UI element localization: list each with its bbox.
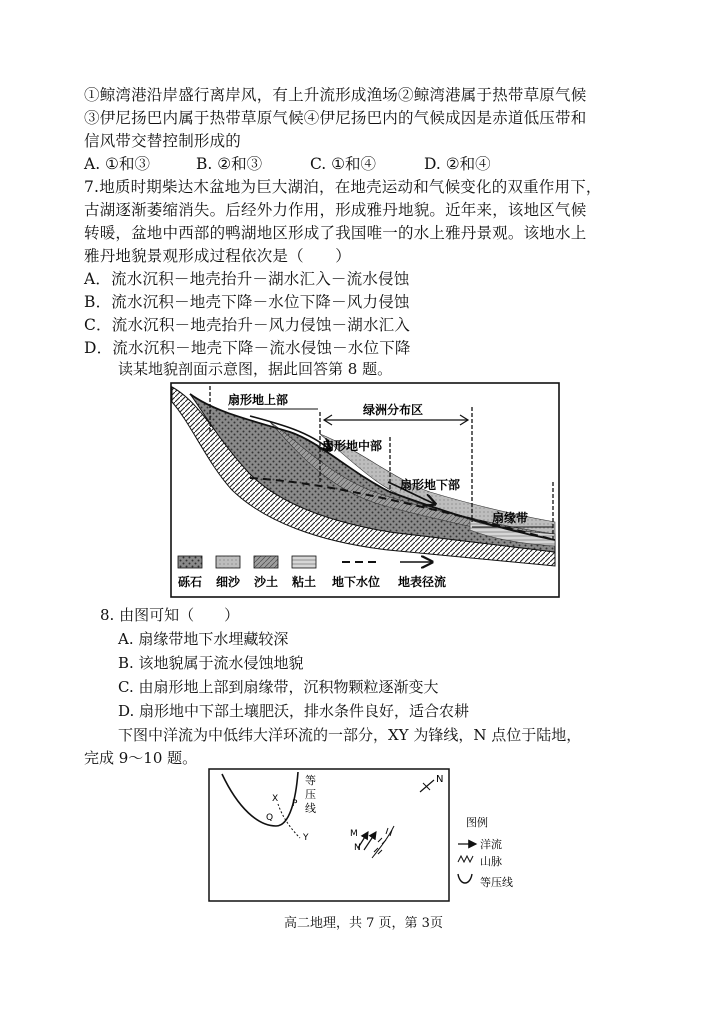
q7-option-d: D．流水沉积－地壳下降－流水侵蚀－水位下降: [84, 339, 411, 357]
q7-option-b: B．流水沉积－地壳下降－水位下降－风力侵蚀: [84, 293, 410, 311]
legend-swatch-clay: [292, 556, 316, 568]
map-frame: [209, 769, 449, 901]
q7-stem-line-1: 7.地质时期柴达木盆地为巨大湖泊，在地壳运动和气候变化的双重作用下，: [84, 178, 602, 196]
legend-mountain-symbol: [458, 856, 473, 862]
point-label-y: Y: [303, 833, 309, 843]
q6-option-b: B. ②和③: [196, 155, 263, 173]
map-legend-isobar: 等压线: [480, 876, 513, 889]
q9-intro-line-1: 下图中洋流为中低纬大洋环流的一部分，XY 为锋线，N 点位于陆地，: [118, 726, 582, 744]
zone-label-upper-fan: 扇形地上部: [228, 393, 289, 407]
legend-isobar-symbol: [458, 874, 472, 883]
q7-option-a: A．流水沉积－地壳抬升－湖水汇入－流水侵蚀: [84, 270, 410, 288]
point-label-m: M: [350, 829, 358, 839]
legend-label-sandy-soil: 沙土: [254, 575, 279, 589]
q6-line-3: 信风带交替控制形成的: [84, 132, 242, 150]
isobar-label-char-2: 压: [305, 788, 316, 801]
ocean-current-map-figure: [208, 768, 528, 903]
map-legend-current: 洋流: [480, 838, 502, 851]
q8-intro: 读某地貌剖面示意图，据此回答第 8 题。: [118, 360, 393, 378]
zone-label-middle-fan: 扇形地中部: [322, 439, 383, 453]
point-label-q: Q: [266, 813, 274, 823]
q8-option-b: B. 该地貌属于流水侵蚀地貌: [118, 654, 304, 672]
legend-label-clay: 粘土: [292, 575, 317, 589]
zone-label-fan-fringe: 扇缘带: [492, 511, 529, 525]
legend-swatch-sandy-soil: [254, 556, 278, 568]
q6-line-2: ③伊尼扬巴内属于热带草原气候④伊尼扬巴内的气候成因是赤道低压带和: [84, 109, 587, 127]
q7-option-c: C．流水沉积－地壳抬升－风力侵蚀－湖水汇入: [84, 316, 411, 334]
isobar-label-char-3: 线: [305, 802, 316, 815]
map-legend-mountain: 山脉: [480, 855, 502, 868]
q7-stem-line-3: 转暖，盆地中西部的鸭湖地区形成了我国唯一的水上雅丹景观。该地水上: [84, 224, 587, 242]
q8-option-d: D. 扇形地中下部土壤肥沃，排水条件良好，适合农耕: [118, 702, 470, 720]
q6-option-a: A. ①和③: [84, 155, 150, 173]
q6-line-1: ①鲸湾港沿岸盛行离岸风，有上升流形成渔场②鲸湾港属于热带草原气候: [84, 86, 587, 104]
legend-label-groundwater: 地下水位: [332, 575, 381, 589]
q7-stem-line-2: 古湖逐渐萎缩消失。后经外力作用，形成雅丹地貌。近年来，该地区气候: [84, 201, 587, 219]
q6-option-d: D. ②和④: [424, 155, 491, 173]
map-legend-title: 图例: [466, 816, 488, 829]
q8-option-a: A. 扇缘带地下水埋藏较深: [118, 630, 289, 648]
legend-swatch-fine-sand: [216, 556, 240, 568]
north-arrow-label: N: [436, 774, 444, 785]
legend-swatch-gravel: [178, 556, 202, 568]
legend-label-surface-runoff: 地表径流: [398, 575, 447, 589]
legend-label-gravel: 砾石: [178, 575, 203, 589]
q6-option-c: C. ①和④: [310, 155, 377, 173]
zone-label-lower-fan: 扇形地下部: [400, 478, 461, 492]
zone-label-oasis: 绿洲分布区: [363, 403, 424, 417]
legend-label-fine-sand: 细沙: [216, 575, 241, 589]
q8-stem: 8. 由图可知（ ）: [100, 606, 240, 624]
q8-option-c: C. 由扇形地上部到扇缘带，沉积物颗粒逐渐变大: [118, 678, 439, 696]
isobar-label-char-1: 等: [305, 774, 316, 787]
point-label-x: X: [272, 794, 279, 804]
q7-stem-line-4: 雅丹地貌景观形成过程依次是（ ）: [84, 247, 351, 265]
q9-intro-line-2: 完成 9～10 题。: [84, 749, 198, 767]
point-label-p: P: [292, 799, 298, 809]
alluvial-fan-profile-figure: [170, 382, 560, 598]
point-label-n: N: [354, 843, 361, 853]
page-footer: 高二地理，共 7 页，第 3页: [284, 916, 443, 931]
